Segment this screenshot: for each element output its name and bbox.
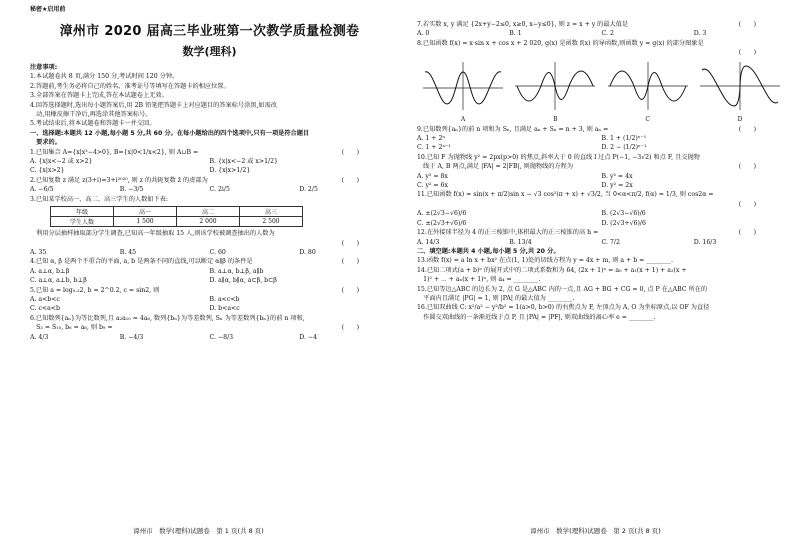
section1-head: 一、选择题:本题共 12 小题,每小题 5 分,共 60 分。在每小题给出的四个选项中,只有一项是符合题目	[30, 129, 310, 137]
question-15-cont: 平面内且满足 |PG| = 1, 则 |PA| 的最大值为 ________.	[417, 294, 575, 302]
option-c[interactable]: C. ±(2√3+√6)/6	[417, 219, 467, 227]
option-b[interactable]: B. (2√3−√6)/6	[601, 210, 646, 218]
option-c[interactable]: C. 1 + 2ⁿ⁻¹	[417, 144, 451, 152]
option-b[interactable]: B. 1 + (1/2)ⁿ⁻¹	[601, 135, 647, 143]
option-c[interactable]: C. 60	[209, 248, 226, 256]
graph-c-svg	[608, 60, 688, 112]
question-9: 9.已知数列{aₙ}的前 n 项和为 Sₙ, 且满足 aₙ + Sₙ = n + 3, 则 aₙ = ( )	[417, 125, 756, 133]
option-b[interactable]: B. y² = 4x	[601, 172, 633, 180]
option-a[interactable]: A. 1 + 2ⁿ	[417, 135, 446, 143]
page-right	[397, 0, 794, 543]
graph-label: A	[460, 115, 466, 123]
graph-option-c[interactable]	[608, 60, 688, 123]
secret-label: 秘密★启用前	[30, 6, 66, 13]
option-b[interactable]: B. −4/3	[119, 333, 144, 341]
graph-label: C	[645, 115, 650, 123]
option-a[interactable]: A. ±(2√3−√6)/6	[417, 210, 467, 218]
graph-label: B	[553, 115, 558, 123]
option-a[interactable]: A. a<b<c	[30, 295, 60, 303]
notice-item: 5.考试结束后,将本试题卷和答题卡一并交回。	[30, 120, 156, 128]
option-a[interactable]: A. y² = 8x	[417, 172, 448, 180]
question-5-options	[30, 295, 389, 314]
question-6-cont: S₃ = S₁₀, b₆ = a₆, 则 b₉ = ( )	[30, 324, 359, 332]
question-2: 2.已知复数 z 满足 z(3+i)=3+i²⁰²⁰, 则 z 的共轭复数 z̄ 的虚部为 ( )	[30, 176, 359, 184]
question-3-options	[30, 248, 389, 257]
exam-title: 漳州市 2020 届高三毕业班第一次教学质量检测卷	[59, 24, 360, 39]
question-16-cont: 作圆交双曲线的一条渐近线于点 P, 且 |PA| = |PF|, 则双曲线的离心率 e = ________.	[417, 313, 656, 321]
question-4: 4.已知 α, β 是两个不重合的平面, a, b 是两条不同的直线,可以断定 α∥β 的条件是 ( )	[30, 258, 359, 266]
question-6-options	[30, 333, 389, 342]
option-b[interactable]: B. −3/5	[119, 186, 144, 194]
table-row: 年级 高一 高二 高三	[51, 207, 303, 217]
question-12: 12.在外接球半径为 4 的正三棱锥中,体积最大的正三棱锥的高 h = ( )	[417, 229, 756, 237]
question-11: 11.已知函数 f(x) = sin(x + π/2)sin x − √3 cos²(π + x) + √3/2, 当 0<α<π/2, f(α) = 1/3, 则 cos2α =	[417, 191, 714, 199]
page-footer: 漳州市 数学(理科)试题卷 第 1 页(共 8 页)	[133, 527, 264, 535]
question-14-cont: 1)² + ⋯ + aₙ(x + 1)ⁿ, 则 a₄ = ________.	[417, 276, 541, 284]
question-5: 5.已知 a = log₀.₂2, b = 2^0.2, c = sin2, 则 ( )	[30, 286, 359, 294]
option-c[interactable]: C. 2	[601, 30, 614, 38]
question-4-options	[30, 267, 389, 286]
option-c[interactable]: C. 7/2	[601, 238, 620, 246]
option-b[interactable]: B. {x|x<−2 或 x>1/2}	[209, 158, 278, 166]
question-15: 15.已知等边△ABC 的边长为 2, 点 G 是△ABC 内的一点,且 AG + BG + CG = 0, 点 P 在△ABC 所在的	[417, 285, 708, 293]
option-a[interactable]: A. 35	[30, 248, 47, 256]
question-2-options	[30, 185, 389, 194]
notice-item: 动,用橡皮擦干净后,再选涂其他答案标号。	[30, 111, 152, 119]
notice-item: 1.本试题卷共 8 页,满分 150 分,考试时间 120 分钟。	[30, 73, 179, 81]
question-14: 14.已知二项式(a + b)ⁿ 的展开式中的二项式系数和为 64, (2x + 1)ⁿ = a₀ + a₁(x + 1) + a₂(x +	[417, 266, 687, 274]
question-10-cont: 线于 A, B 两点,满足 |FA| = 2|FB|, 则抛物线的方程为 ( )	[417, 163, 756, 171]
graph-a-svg	[423, 60, 503, 112]
question-8-paren: ( )	[738, 49, 756, 57]
notice-item: 4.回答选择题时,选出每小题答案后,用 2B 铅笔把答题卡上对应题目的答案标号涂黑,如需改	[30, 101, 277, 109]
question-3-paren: ( )	[341, 239, 359, 247]
question-8: 8.已知函数 f(x) = x·sin x + cos x + 2 020, g(x) 是函数 f(x) 的导函数,则函数 y = g(x) 的部分图象是	[417, 39, 704, 47]
option-c[interactable]: C. y² = 6x	[417, 182, 448, 190]
graph-option-d[interactable]	[700, 60, 780, 123]
option-a[interactable]: A. a⊥α, b⊥β	[30, 267, 70, 275]
notice-head: 注意事项:	[30, 64, 58, 71]
option-d[interactable]: D. (2√3+√6)/6	[601, 219, 646, 227]
graph-b-svg	[515, 60, 595, 112]
option-b[interactable]: B. 1	[509, 30, 522, 38]
option-b[interactable]: B. 13/4	[509, 238, 532, 246]
notice-item: 2.答题前,考生务必将自己的姓名、准考证号等填写在答题卡的相应位置。	[30, 82, 230, 90]
graph-option-b[interactable]	[515, 60, 595, 123]
option-a[interactable]: A. 0	[417, 30, 430, 38]
question-8-graphs	[417, 60, 786, 123]
option-c[interactable]: C. a⊥α, a⊥b, b⊥β	[30, 277, 87, 285]
question-16: 16.已知双曲线 C: x²/a² − y²/b² = 1(a>0, b>0) 的右焦点为 F, 左顶点为 A, O 为坐标原点,以 OF 为直径	[417, 304, 710, 312]
question-11-options	[417, 209, 786, 228]
option-a[interactable]: A. 4/3	[30, 333, 49, 341]
grade-table	[50, 206, 303, 227]
option-c[interactable]: C. {x|x>2}	[30, 167, 65, 175]
question-7-options	[417, 29, 786, 38]
notice-item: 3.全部答案在答题卡上完成,答在本试题卷上无效。	[30, 92, 168, 100]
question-11-paren: ( )	[738, 200, 756, 208]
question-10: 10.已知 F 为抛物线 y² = 2px(p>0) 的焦点,斜率大于 0 的直线 l 过点 P(−1, −3√2) 和点 F, 且交抛物	[417, 153, 700, 161]
question-3: 3.已知某学校高一、高二、高三学生的人数如下表:	[30, 195, 168, 203]
question-6: 6.已知数列{aₙ}为等比数列,且 a₂a₁₀ = 4a₆, 数列{bₙ}为等差数列, Sₙ 为等差数列{bₙ}的前 n 项和,	[30, 314, 305, 322]
option-d[interactable]: D. 80	[299, 248, 316, 256]
question-13: 13.函数 f(x) = a ln x + bx² 在点(1, 1)处的切线方程为 y = 4x + m, 则 a + b = ________.	[417, 257, 674, 265]
notice-list	[30, 72, 389, 128]
section1-head-cont: 要求的。	[30, 139, 61, 147]
question-12-options	[417, 238, 786, 247]
graph-option-a[interactable]	[423, 60, 503, 123]
option-c[interactable]: C. c<a<b	[30, 305, 60, 313]
question-3-cont: 利用分层抽样抽取部分学生调查,已知高一年级抽取 15 人,则该学校被调查抽出的人数为	[30, 230, 275, 238]
option-b[interactable]: B. a⊥α, b⊥β, a∥b	[209, 267, 264, 275]
question-1: 1.已知集合 A={x|x²−4>0}, B={x|0<1/x<2}, 则 A∪B = ( )	[30, 148, 359, 156]
option-d[interactable]: D. 16/3	[693, 238, 717, 246]
question-10-options	[417, 172, 786, 191]
option-d[interactable]: D. 3	[693, 30, 707, 38]
section2-head: 二、填空题:本题共 4 小题,每小题 5 分,共 20 分。	[417, 247, 560, 255]
option-b[interactable]: B. a<c<b	[209, 295, 240, 303]
option-d[interactable]: D. −4	[299, 333, 318, 341]
page-footer: 漳州市 数学(理科)试题卷 第 2 页(共 8 页)	[530, 527, 661, 535]
exam-subtitle: 数学(理科)	[182, 45, 237, 58]
option-b[interactable]: B. 45	[119, 248, 137, 256]
question-9-options	[417, 134, 786, 153]
option-d[interactable]: D. b<a<c	[209, 305, 240, 313]
option-c[interactable]: C. 2i/5	[209, 186, 230, 194]
option-d[interactable]: D. {x|x>1/2}	[209, 167, 251, 175]
option-d[interactable]: D. 2/5	[299, 186, 318, 194]
option-c[interactable]: C. −8/3	[209, 333, 234, 341]
graph-label: D	[737, 115, 743, 123]
graph-d-svg	[700, 60, 780, 112]
option-a[interactable]: A. {x|x<−2 或 x>2}	[30, 158, 93, 166]
option-d[interactable]: D. y² = 2x	[601, 182, 633, 190]
option-d[interactable]: D. a∥α, b∥α, a⊂β, b⊂β	[209, 277, 277, 285]
option-a[interactable]: A. 14/3	[417, 238, 440, 246]
option-a[interactable]: A. −6/5	[30, 186, 54, 194]
question-7: 7.若实数 x, y 满足 {2x+y−2≤0, x≥0, x−y≤0}, 则 z = x + y 的最大值是 ( )	[417, 21, 756, 28]
question-1-options	[30, 157, 389, 176]
table-row: 学生人数 1 500 2 000 2 500	[51, 217, 303, 227]
option-d[interactable]: D. 2 − (1/2)ⁿ⁻¹	[601, 144, 647, 152]
